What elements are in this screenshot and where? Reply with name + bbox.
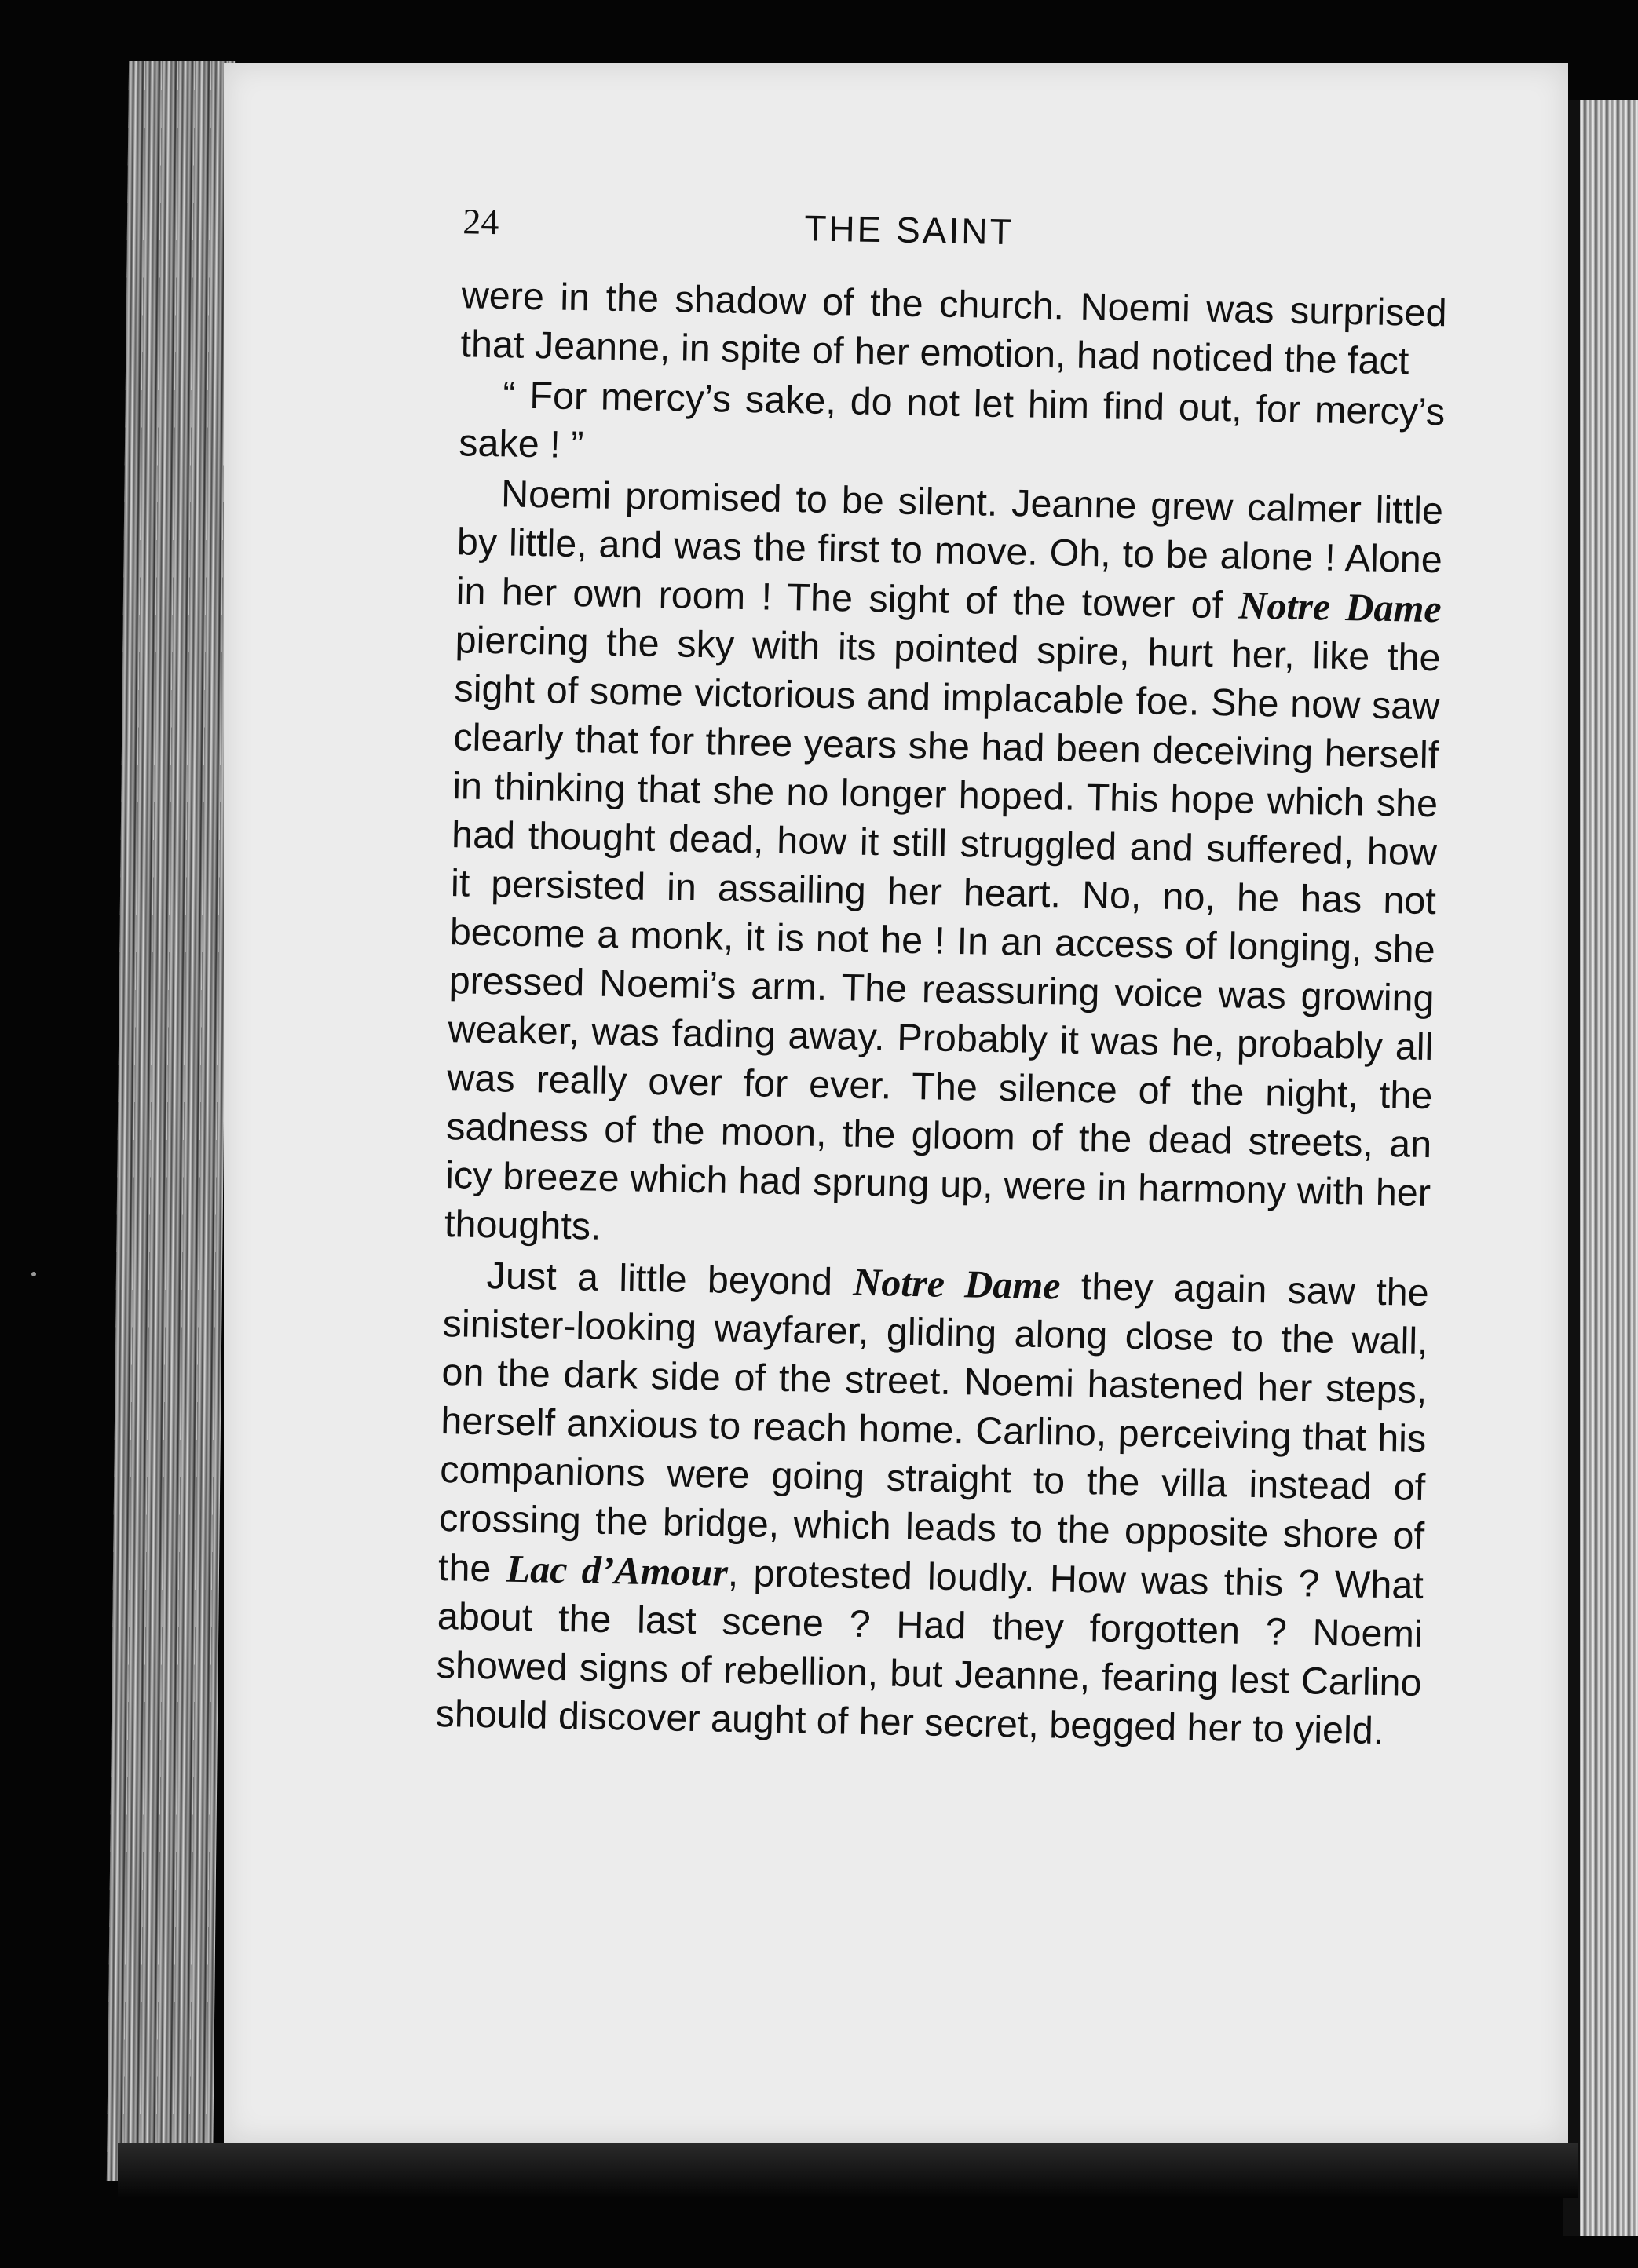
italic-place-name: Notre Dame — [852, 1259, 1061, 1308]
text-run: piercing the sky with its pointed spire, hurt her, like the sight of some victorious and implacable foe. She now saw clearly that for three years she had been deceiving herself in thinking that she no longer hoped. This hope which she had thought dead, how it still struggled and suffered, how it persisted in assailing her heart. No, no, he has not become a monk, it is not he ! In an access of longing, she pressed Noemi’s arm. The reassuring voice was growing weaker, was fading away. Probably it was he, probably all was really over for ever. The silence of the night, the sadness of the moon, the gloom of the dead streets, an icy breeze which had sprung up, were in harmony with her thoughts. — [444, 619, 1441, 1248]
paragraph-4 — [435, 1250, 1429, 1756]
text-run: Noemi promised to be silent. Jeanne grew calmer little by little, and was the first to move. Oh, to be alone ! Alone in her own room ! The sight of the tower of — [455, 473, 1444, 627]
page-number: 24 — [462, 201, 499, 243]
paragraph-1 — [460, 271, 1447, 386]
scanner-bottom-border — [118, 2143, 1578, 2198]
page-content — [207, 196, 1448, 1758]
text-run: were in the shadow of the church. Noemi was surprised that Jeanne, in spite of her emotion, had noticed the fact — [460, 274, 1448, 383]
italic-place-name: Lac d’Amour — [506, 1546, 729, 1594]
italic-place-name: Notre Dame — [1238, 583, 1442, 631]
left-book-edge — [107, 61, 235, 2181]
text-run: “ For mercy’s sake, do not let him find out, for mercy’s sake ! ” — [458, 374, 1446, 467]
text-run: , protested loudly. How was this ? What about the last scene ? Had they forgotten ? Noemi showed signs of rebellion, but Jeanne, fearing lest Carlino should discover aught of her secret, begged her to yield. — [435, 1551, 1424, 1753]
header-title: THE SAINT — [803, 207, 1015, 253]
paragraph-2 — [459, 370, 1446, 485]
text-run: Just a little beyond — [486, 1255, 854, 1304]
text-run: they again saw the sinister-looking wayfarer, gliding along close to the wall, on the dark side of the street. Noemi hastened her steps, herself anxious to reach home. Carlino, perceiving that his companions were going straight to the villa instead of crossing the bridge, which leads to the opposite shore of the — [437, 1265, 1430, 1591]
body-text — [435, 271, 1447, 1756]
paragraph-3 — [444, 469, 1443, 1266]
dust-speck — [31, 1272, 36, 1276]
